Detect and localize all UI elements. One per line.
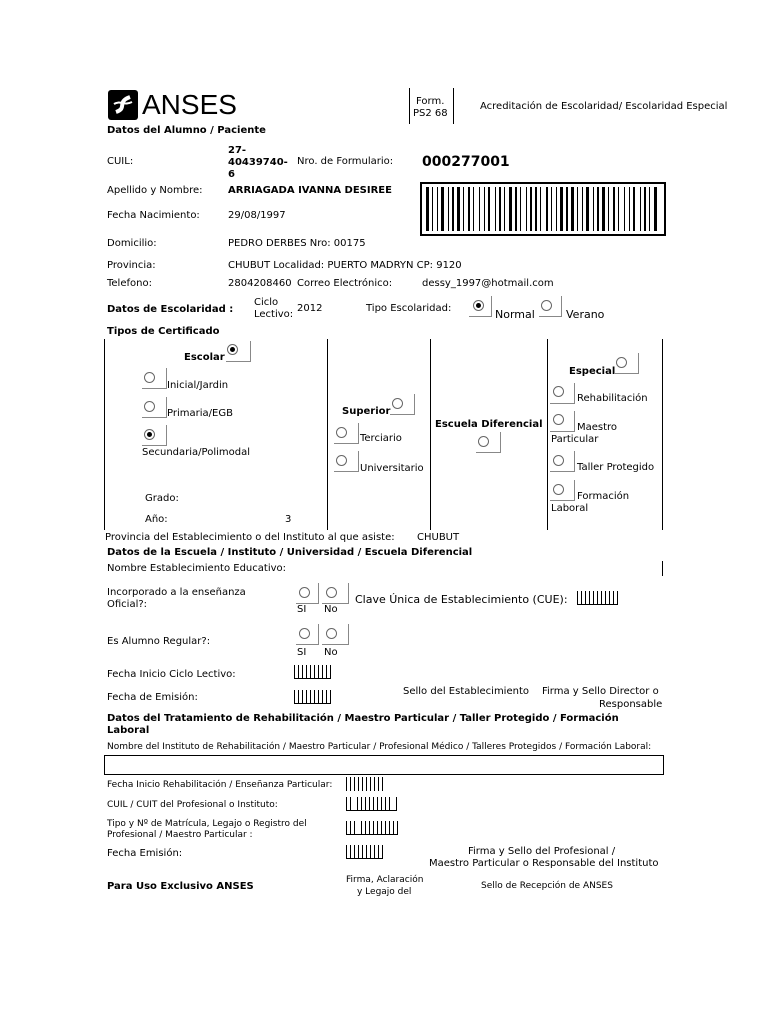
primaria-radio[interactable] bbox=[144, 401, 155, 412]
emision-profesional-label: Fecha Emisión: bbox=[107, 848, 183, 859]
barcode-bar bbox=[452, 187, 454, 231]
incorporado-no-radio[interactable] bbox=[326, 587, 337, 598]
terciario-label: Terciario bbox=[360, 433, 402, 444]
normal-label: Normal bbox=[495, 308, 535, 321]
universitario-label: Universitario bbox=[360, 463, 424, 474]
barcode-bar bbox=[602, 187, 605, 231]
inicio-rehab-field[interactable] bbox=[346, 777, 383, 791]
form-label: Form. bbox=[416, 96, 445, 107]
cuil-value-1: 27- bbox=[228, 145, 247, 156]
secundaria-label: Secundaria/Polimodal bbox=[142, 447, 250, 458]
nacimiento-value: 29/08/1997 bbox=[228, 210, 286, 221]
escolar-label: Escolar bbox=[184, 352, 225, 363]
inicial-label: Inicial/Jardin bbox=[167, 380, 229, 391]
certificado-title: Tipos de Certificado bbox=[107, 326, 220, 337]
cue-label: Clave Única de Establecimiento (CUE): bbox=[355, 593, 568, 606]
emision-label: Fecha de Emisión: bbox=[107, 692, 198, 703]
escolaridad-title: Datos de Escolaridad : bbox=[107, 304, 234, 315]
barcode-bar bbox=[556, 187, 557, 231]
incorporado-no-label: No bbox=[324, 604, 338, 615]
barcode-bar bbox=[495, 187, 496, 231]
inicial-radio[interactable] bbox=[144, 372, 155, 383]
regular-no-label: No bbox=[324, 647, 338, 658]
instituto-label: Nombre del Instituto de Rehabilitación / Maestro Particular / Profesional Médico / Talleres Protegidos / Formación Laboral: bbox=[107, 742, 652, 752]
incorporado-si-label: SI bbox=[297, 604, 307, 615]
normal-radio[interactable] bbox=[473, 300, 484, 311]
barcode-bar bbox=[613, 187, 615, 231]
taller-radio[interactable] bbox=[553, 455, 564, 466]
superior-radio[interactable] bbox=[392, 398, 403, 409]
incorporado-si-radio[interactable] bbox=[299, 587, 310, 598]
alumno-section-title: Datos del Alumno / Paciente bbox=[107, 125, 266, 136]
nacimiento-label: Fecha Nacimiento: bbox=[107, 210, 200, 221]
firma-profesional-label-1: Firma y Sello del Profesional / bbox=[468, 846, 616, 857]
barcode-bar bbox=[633, 187, 635, 231]
diferencial-radio[interactable] bbox=[478, 436, 489, 447]
tipo-escolaridad-label: Tipo Escolaridad: bbox=[366, 303, 452, 314]
barcode-bar bbox=[437, 187, 438, 231]
anio-value: 3 bbox=[285, 514, 292, 525]
barcode-bar bbox=[426, 187, 429, 231]
barcode-bar bbox=[526, 187, 527, 231]
regular-si-radio[interactable] bbox=[299, 628, 310, 639]
barcode-bar bbox=[593, 187, 594, 231]
cuil-profesional-field[interactable] bbox=[346, 797, 397, 811]
superior-label: Superior bbox=[342, 406, 391, 417]
barcode-bar bbox=[560, 187, 563, 231]
barcode-bar bbox=[448, 187, 449, 231]
barcode-bar bbox=[488, 187, 490, 231]
nombre-establecimiento-label: Nombre Establecimiento Educativo: bbox=[107, 563, 287, 574]
barcode-bar bbox=[484, 187, 485, 231]
barcode-bar bbox=[654, 187, 657, 231]
matricula-label-2: Profesional / Maestro Particular : bbox=[107, 830, 253, 840]
cuil-value-3: 6 bbox=[228, 169, 235, 180]
barcode-bar bbox=[530, 187, 532, 231]
firma-aclaracion-label-2: y Legajo del bbox=[357, 887, 412, 897]
verano-radio[interactable] bbox=[541, 300, 552, 311]
nombre-value: ARRIAGADA IVANNA DESIREE bbox=[228, 185, 392, 196]
ciclo-value: 2012 bbox=[297, 303, 323, 314]
anio-label: Año: bbox=[145, 514, 168, 525]
ciclo-label-1: Ciclo bbox=[254, 297, 279, 308]
anses-logo-icon bbox=[108, 90, 138, 120]
correo-value: dessy_1997@hotmail.com bbox=[422, 278, 554, 289]
especial-label: Especial bbox=[569, 366, 616, 377]
form-code: PS2 68 bbox=[413, 108, 448, 119]
barcode-bar bbox=[499, 187, 501, 231]
rehabilitacion-label: Rehabilitación bbox=[577, 393, 648, 404]
barcode-bar bbox=[432, 187, 433, 231]
regular-si-label: SI bbox=[297, 647, 307, 658]
barcode-bar bbox=[551, 187, 552, 231]
terciario-radio[interactable] bbox=[336, 427, 347, 438]
barcode-bar bbox=[504, 187, 505, 231]
formacion-label-2: Laboral bbox=[551, 503, 589, 514]
barcode-bar bbox=[509, 187, 512, 231]
formacion-radio[interactable] bbox=[553, 484, 564, 495]
primaria-label: Primaria/EGB bbox=[167, 408, 233, 419]
universitario-radio[interactable] bbox=[336, 455, 347, 466]
barcode-bar bbox=[457, 187, 460, 231]
barcode-bar bbox=[463, 187, 464, 231]
emision-profesional-field[interactable] bbox=[346, 845, 383, 859]
provincia-establecimiento-label: Provincia del Establecimiento o del Instituto al que asiste: bbox=[105, 532, 395, 543]
anses-logo-text: ANSES bbox=[142, 89, 237, 120]
barcode-bar bbox=[535, 187, 537, 231]
inicio-rehab-label: Fecha Inicio Rehabilitación / Enseñanza Particular: bbox=[107, 780, 333, 790]
barcode-bar bbox=[649, 187, 650, 231]
escolar-radio[interactable] bbox=[227, 344, 238, 355]
maestro-label-1: Maestro bbox=[577, 422, 618, 433]
barcode-bar bbox=[566, 187, 568, 231]
correo-label: Correo Electrónico: bbox=[297, 278, 393, 289]
barcode-bar bbox=[540, 187, 541, 231]
maestro-radio[interactable] bbox=[553, 414, 564, 425]
barcode-bar bbox=[473, 187, 474, 231]
barcode-bar bbox=[608, 187, 609, 231]
anses-logo bbox=[108, 89, 237, 122]
barcode bbox=[420, 182, 666, 236]
barcode-bar bbox=[618, 187, 619, 231]
incorporado-label-1: Incorporado a la enseñanza bbox=[107, 587, 246, 598]
barcode-bar bbox=[546, 187, 548, 231]
ciclo-label-2: Lectivo: bbox=[254, 309, 294, 320]
domicilio-value: PEDRO DERBES Nro: 00175 bbox=[228, 238, 366, 249]
regular-no-radio[interactable] bbox=[326, 628, 337, 639]
nombre-label: Apellido y Nombre: bbox=[107, 185, 203, 196]
barcode-bar bbox=[629, 187, 630, 231]
provincia-establecimiento-value: CHUBUT bbox=[417, 532, 460, 543]
firma-profesional-label-2: Maestro Particular o Responsable del Instituto bbox=[429, 858, 659, 869]
barcode-bar bbox=[582, 187, 583, 231]
cuil-profesional-label: CUIL / CUIT del Profesional o Instituto: bbox=[107, 800, 278, 810]
incorporado-label-2: Oficial?: bbox=[107, 599, 148, 610]
firma-director-label-2: Responsable bbox=[599, 699, 663, 710]
secundaria-radio[interactable] bbox=[144, 429, 155, 440]
cue-field[interactable] bbox=[577, 591, 618, 605]
barcode-bar bbox=[515, 187, 517, 231]
sello-recepcion-label: Sello de Recepción de ANSES bbox=[481, 881, 613, 891]
rehabilitacion-radio[interactable] bbox=[553, 386, 564, 397]
uso-anses-label: Para Uso Exclusivo ANSES bbox=[107, 881, 254, 892]
provincia-label: Provincia: bbox=[107, 260, 156, 271]
barcode-bar bbox=[624, 187, 625, 231]
maestro-label-2: Particular bbox=[551, 434, 599, 445]
firma-director-label-1: Firma y Sello Director o bbox=[542, 686, 659, 697]
instituto-field[interactable] bbox=[104, 755, 664, 775]
domicilio-label: Domicilio: bbox=[107, 238, 157, 249]
grado-label: Grado: bbox=[145, 493, 179, 504]
matricula-label-1: Tipo y Nº de Matrícula, Legajo o Registro del bbox=[107, 819, 307, 829]
firma-aclaracion-label-1: Firma, Aclaración bbox=[346, 875, 424, 885]
escuela-title: Datos de la Escuela / Instituto / Universidad / Escuela Diferencial bbox=[107, 547, 473, 558]
diferencial-label: Escuela Diferencial bbox=[435, 419, 543, 430]
telefono-label: Telefono: bbox=[107, 278, 152, 289]
cuil-label: CUIL: bbox=[107, 156, 134, 167]
barcode-bar bbox=[441, 187, 444, 231]
barcode-bar bbox=[468, 187, 470, 231]
telefono-value: 2804208460 bbox=[228, 278, 292, 289]
barcode-bar bbox=[577, 187, 578, 231]
tratamiento-title-2: Laboral bbox=[107, 725, 150, 736]
emision-field[interactable] bbox=[294, 690, 331, 704]
regular-label: Es Alumno Regular?: bbox=[107, 636, 211, 647]
nro-formulario-value: 000277001 bbox=[422, 154, 510, 170]
barcode-bar bbox=[640, 187, 641, 231]
tratamiento-title-1: Datos del Tratamiento de Rehabilitación / Maestro Particular / Taller Protegido / Formación bbox=[107, 713, 619, 724]
barcode-bar bbox=[586, 187, 589, 231]
barcode-bar bbox=[597, 187, 599, 231]
especial-radio[interactable] bbox=[616, 357, 627, 368]
barcode-bar bbox=[479, 187, 480, 231]
inicio-ciclo-field[interactable] bbox=[294, 665, 331, 679]
nro-formulario-label: Nro. de Formulario: bbox=[297, 156, 394, 167]
inicio-ciclo-label: Fecha Inicio Ciclo Lectivo: bbox=[107, 669, 236, 680]
taller-label: Taller Protegido bbox=[577, 462, 655, 473]
provincia-value: CHUBUT Localidad: PUERTO MADRYN CP: 9120 bbox=[228, 260, 462, 271]
sello-establecimiento-label: Sello del Establecimiento bbox=[403, 686, 529, 697]
barcode-bar bbox=[571, 187, 574, 231]
barcode-bar bbox=[644, 187, 646, 231]
matricula-field[interactable] bbox=[346, 821, 398, 835]
barcode-bar bbox=[520, 187, 521, 231]
formacion-label-1: Formación bbox=[577, 491, 630, 502]
form-title: Acreditación de Escolaridad/ Escolaridad Especial bbox=[480, 101, 728, 112]
cuil-value-2: 40439740- bbox=[228, 157, 288, 168]
verano-label: Verano bbox=[566, 308, 605, 321]
